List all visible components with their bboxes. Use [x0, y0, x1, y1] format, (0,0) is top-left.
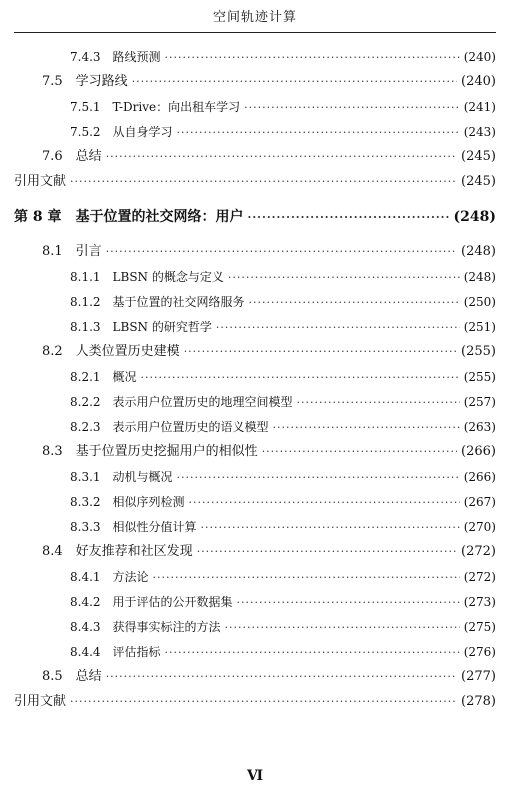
dot-leader: [273, 417, 460, 439]
toc-entry-page: (273): [463, 595, 496, 609]
dot-leader: [70, 691, 457, 713]
toc-entry-title: 8.4.3 获得事实标注的方法: [70, 620, 221, 634]
toc-entry-title: 8.2.1 概况: [70, 370, 137, 384]
header-rule: [14, 32, 496, 33]
toc-entry-page: (263): [463, 420, 496, 434]
toc-entry-title: 8.3.3 相似性分值计算: [70, 520, 197, 534]
toc-entry-title: 8.3.2 相似序列检测: [70, 495, 185, 509]
toc-entry: [42, 146, 496, 168]
toc-entry: [70, 566, 496, 588]
toc-entry-page: (248): [463, 270, 496, 284]
toc-entry-page: (267): [463, 495, 496, 509]
toc-entry: [14, 691, 496, 713]
toc-entry-page: (245): [461, 174, 496, 189]
toc-entry-page: (248): [453, 209, 496, 225]
toc-entry: [70, 96, 496, 118]
toc-entry-title: 7.5 学习路线: [42, 74, 128, 89]
dot-leader: [262, 441, 457, 463]
dot-leader: [177, 122, 460, 144]
toc-entry-page: (266): [461, 444, 496, 459]
dot-leader: [141, 367, 460, 389]
toc-entry: [42, 441, 496, 463]
toc-entry-page: (240): [463, 50, 496, 64]
toc-entry-title: 7.5.2 从自身学习: [70, 125, 173, 139]
toc-chapter-entry: [14, 206, 496, 228]
toc-entry-page: (272): [463, 570, 496, 584]
toc-entry-page: (255): [463, 370, 496, 384]
toc-entry-page: (275): [463, 620, 496, 634]
toc-entry-page: (245): [461, 149, 496, 164]
toc-entry: [70, 266, 496, 288]
toc-entry: [42, 341, 496, 363]
toc-entry-page: (241): [463, 100, 496, 114]
toc-entry-title: 第 8 章 基于位置的社交网络：用户: [14, 209, 244, 225]
toc-entry-title: 8.3.1 动机与概况: [70, 470, 173, 484]
dot-leader: [177, 467, 460, 489]
toc-entry-page: (257): [463, 395, 496, 409]
toc-entry-page: (278): [461, 694, 496, 709]
toc-entry-page: (277): [461, 669, 496, 684]
toc-entry-title: 引用文献: [14, 694, 67, 709]
dot-leader: [197, 541, 457, 563]
toc-entry-title: 7.6 总结: [42, 149, 102, 164]
toc-entry: [70, 466, 496, 488]
toc-entry: [70, 366, 496, 388]
dot-leader: [228, 267, 460, 289]
toc-entry: [70, 291, 496, 313]
dot-leader: [244, 97, 460, 119]
page-number: Ⅵ: [246, 768, 264, 784]
toc-entry: [42, 71, 496, 93]
dot-leader: [249, 292, 460, 314]
dot-leader: [248, 207, 450, 229]
toc-entry: [14, 171, 496, 193]
running-header: 空间轨迹计算: [212, 10, 297, 25]
toc-entry-title: 8.5 总结: [42, 669, 102, 684]
toc-entry: [42, 666, 496, 688]
toc-entry-title: 8.1 引言: [42, 244, 102, 259]
dot-leader: [216, 317, 460, 339]
toc-entry: [70, 616, 496, 638]
toc-entry-page: (243): [463, 125, 496, 139]
toc-entry-title: 8.3 基于位置历史挖掘用户的相似性: [42, 444, 258, 459]
toc-entry: [42, 541, 496, 563]
dot-leader: [106, 241, 457, 263]
toc-entry-page: (270): [463, 520, 496, 534]
toc-entry: [70, 416, 496, 438]
toc-entry-title: 8.2.3 表示用户位置历史的语义模型: [70, 420, 269, 434]
toc-entry-title: 8.2 人类位置历史建模: [42, 344, 180, 359]
dot-leader: [153, 567, 460, 589]
dot-leader: [184, 341, 457, 363]
dot-leader: [132, 71, 457, 93]
toc-entry-title: 8.1.3 LBSN 的研究哲学: [70, 320, 212, 334]
toc-entry-title: 引用文献: [14, 174, 67, 189]
toc-entry-page: (250): [463, 295, 496, 309]
dot-leader: [201, 517, 460, 539]
dot-leader: [106, 146, 457, 168]
toc-entry-title: 7.5.1 T-Drive：向出租车学习: [70, 100, 241, 114]
toc-entry-title: 7.4.3 路线预测: [70, 50, 161, 64]
toc-entry: [70, 516, 496, 538]
dot-leader: [297, 392, 460, 414]
dot-leader: [165, 47, 460, 69]
toc-entry: [42, 241, 496, 263]
toc-entry-page: (272): [461, 544, 496, 559]
toc-entry-title: 8.4 好友推荐和社区发现: [42, 544, 193, 559]
toc-entry-page: (276): [463, 645, 496, 659]
toc-entry-title: 8.4.4 评估指标: [70, 645, 161, 659]
dot-leader: [70, 171, 457, 193]
dot-leader: [106, 666, 457, 688]
toc-entry: [70, 491, 496, 513]
toc-entry-title: 8.1.2 基于位置的社交网络服务: [70, 295, 245, 309]
toc-entry: [70, 641, 496, 663]
toc-entry-page: (255): [461, 344, 496, 359]
toc-entry-title: 8.2.2 表示用户位置历史的地理空间模型: [70, 395, 293, 409]
toc-entry-title: 8.1.1 LBSN 的概念与定义: [70, 270, 224, 284]
toc-entry-page: (240): [461, 74, 496, 89]
toc-entry-page: (251): [463, 320, 496, 334]
toc-entry: [70, 391, 496, 413]
toc-entry: [70, 316, 496, 338]
toc-entry-page: (248): [461, 244, 496, 259]
toc-entry: [70, 121, 496, 143]
dot-leader: [165, 642, 460, 664]
toc-entry-title: 8.4.2 用于评估的公开数据集: [70, 595, 233, 609]
dot-leader: [237, 592, 460, 614]
dot-leader: [225, 617, 460, 639]
toc-entry: [70, 46, 496, 68]
toc-entry-page: (266): [463, 470, 496, 484]
toc-entry-title: 8.4.1 方法论: [70, 570, 149, 584]
dot-leader: [189, 492, 460, 514]
toc-entry: [70, 591, 496, 613]
